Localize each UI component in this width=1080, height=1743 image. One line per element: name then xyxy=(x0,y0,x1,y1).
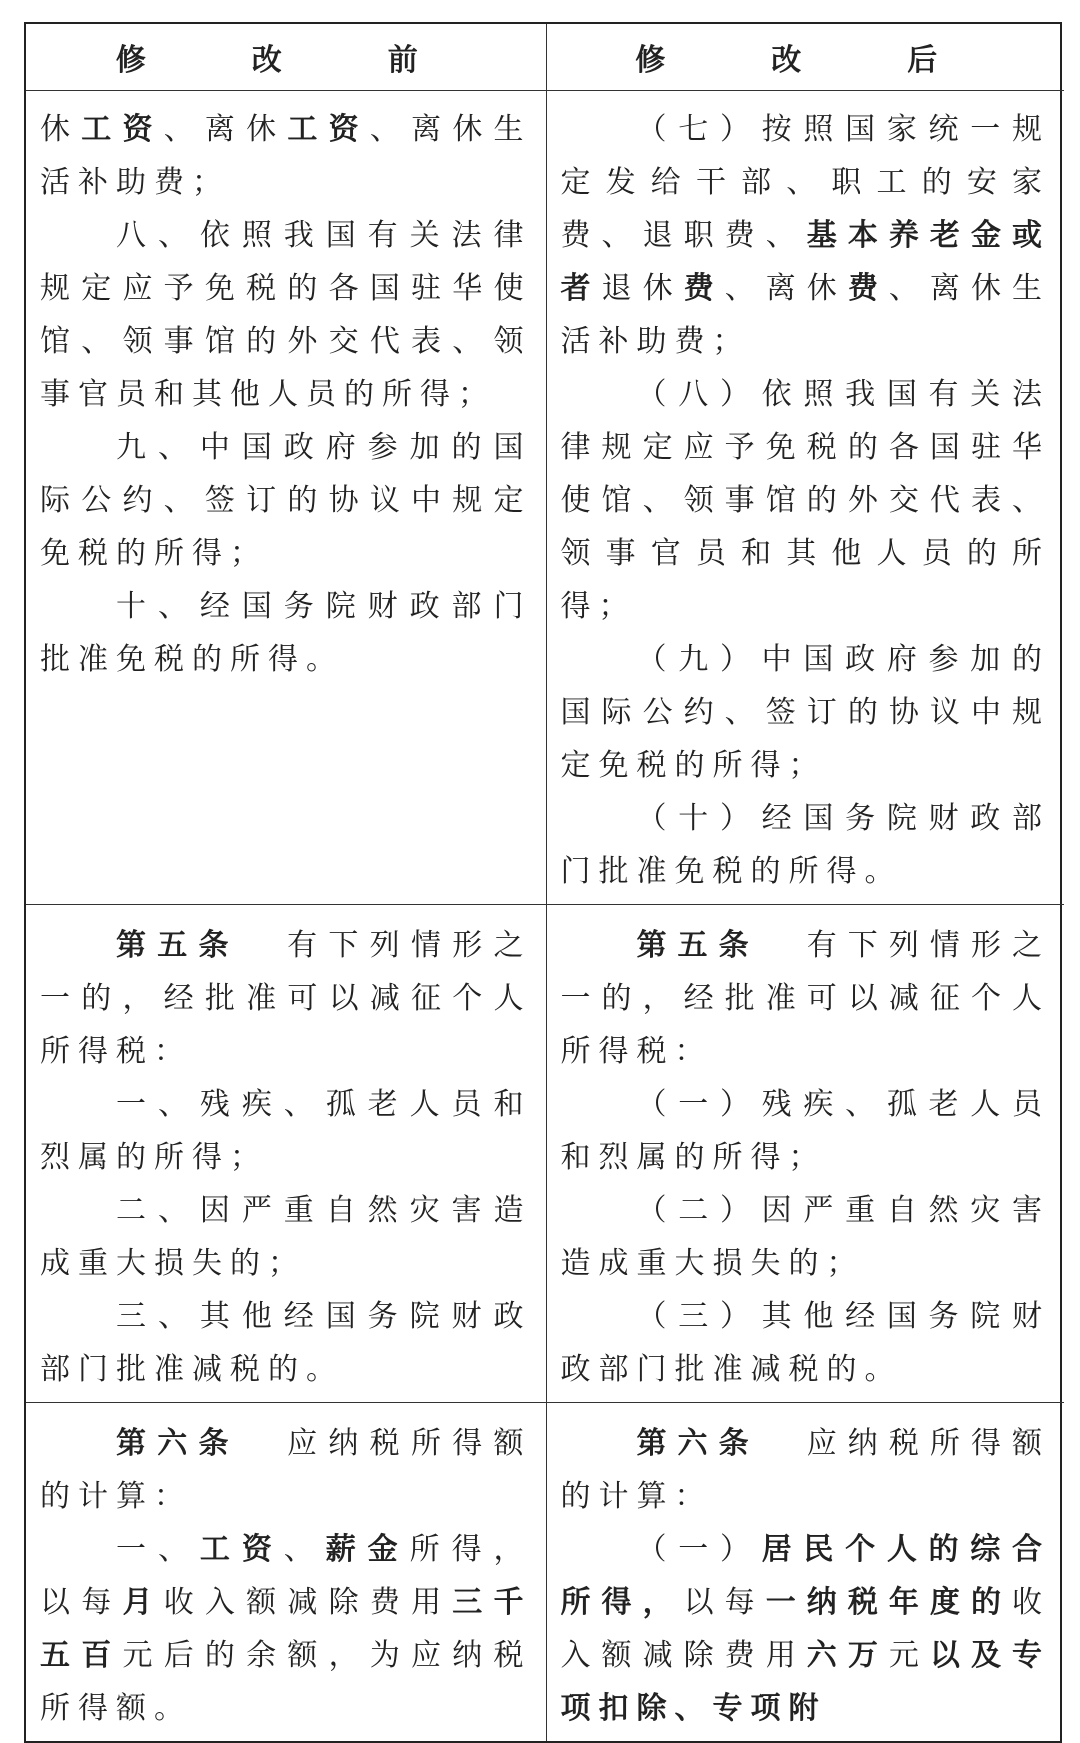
table-row xyxy=(26,1403,1064,1742)
article-title: 第六条 xyxy=(636,1426,760,1461)
table-header-row xyxy=(26,24,1064,91)
row1-after-p4: （十）经国务院财政部门批准免税的所得。 xyxy=(560,801,1050,889)
row1-before-cell xyxy=(26,91,546,905)
bold-text: 工资 xyxy=(81,112,164,147)
row1-before-p2: 八、依照我国有关法律规定应予免税的各国驻华使馆、领事馆的外交代表、领事官员和其他人员的所得； xyxy=(40,218,532,412)
row2-after-p2: （二）因严重自然灾害造成重大损失的； xyxy=(560,1193,1050,1281)
table-row xyxy=(26,905,1064,1403)
text: 有下列情形之一的，经批准可以减征个人所得税： xyxy=(40,928,532,1069)
row1-after-cell xyxy=(546,91,1064,905)
header-after: 修 改 后 xyxy=(546,24,1064,91)
bold-text: 一纳税年度的 xyxy=(765,1585,1013,1620)
row2-before-p3: 三、其他经国务院财政部门批准减税的。 xyxy=(40,1299,532,1387)
bold-text: 月 xyxy=(122,1585,164,1620)
row2-before-cell xyxy=(26,905,546,1403)
text: 收入额减除费用 xyxy=(163,1585,453,1620)
row1-before-p4: 十、经国务院财政部门批准免税的所得。 xyxy=(40,589,532,677)
bold-text: 工资 xyxy=(287,112,370,147)
row1-after-p3: （九）中国政府参加的国际公约、签订的协议中规定免税的所得； xyxy=(560,642,1050,783)
amendment-comparison-table xyxy=(24,22,1062,1743)
row1-before-p1 xyxy=(40,103,532,209)
row3-after-cell xyxy=(546,1403,1064,1742)
row2-after-p3: （三）其他经国务院财政部门批准减税的。 xyxy=(560,1299,1050,1387)
text: 、离休 xyxy=(163,112,288,147)
row1-after-p2: （八）依照我国有关法律规定应予免税的各国驻华使馆、领事馆的外交代表、领事官员和其他人员的所得； xyxy=(560,377,1050,624)
text: 收入额减除费用 xyxy=(560,1585,1051,1673)
comparison-table xyxy=(26,24,1064,1741)
header-before: 修 改 前 xyxy=(26,24,546,91)
bold-text: 费 xyxy=(847,271,889,306)
bold-text: 三千五百 xyxy=(40,1585,532,1673)
table-row xyxy=(26,91,1064,905)
text: 元后的余额，为应纳税所得额。 xyxy=(40,1638,532,1726)
text: （七）按照国家统一规定发给干部、职工的安家费、退职费、 xyxy=(560,112,1050,253)
bold-text: 薪金 xyxy=(325,1532,410,1567)
bold-text: 基本养老金或者 xyxy=(560,218,1051,306)
text: 休 xyxy=(40,112,82,147)
text: 退休 xyxy=(601,271,684,306)
row2-before-intro xyxy=(40,919,532,1078)
text: 应纳税所得额的计算： xyxy=(560,1426,1051,1514)
article-title: 第六条 xyxy=(116,1426,240,1461)
bold-text: 费 xyxy=(683,271,725,306)
text: 、离休生活补助费； xyxy=(560,271,1051,359)
text: 以每 xyxy=(683,1585,766,1620)
row1-before-p3: 九、中国政府参加的国际公约、签订的协议中规定免税的所得； xyxy=(40,430,532,571)
row1-after-p1 xyxy=(561,103,1051,368)
bold-text: 工资 xyxy=(199,1532,284,1567)
text: 元 xyxy=(888,1638,930,1673)
text: 有下列情形之一的，经批准可以减征个人所得税： xyxy=(560,928,1051,1069)
row3-before-p1 xyxy=(40,1523,532,1735)
row2-before-p2: 二、因严重自然灾害造成重大损失的； xyxy=(40,1193,532,1281)
text: 应纳税所得额的计算： xyxy=(40,1426,532,1514)
text: 所得，以每 xyxy=(40,1532,532,1620)
text: 、 xyxy=(283,1532,326,1567)
row2-after-p1: （一）残疾、孤老人员和烈属的所得； xyxy=(560,1087,1050,1175)
bold-text: 六万 xyxy=(806,1638,889,1673)
text: 、离休 xyxy=(724,271,848,306)
row3-before-cell xyxy=(26,1403,546,1742)
row2-before-p1: 一、残疾、孤老人员和烈属的所得； xyxy=(40,1087,532,1175)
article-title: 第五条 xyxy=(116,928,240,963)
text: 一、 xyxy=(116,1532,200,1567)
row3-after-intro xyxy=(561,1417,1051,1523)
row3-after-p1 xyxy=(561,1523,1051,1735)
bold-text: 以及专项扣除、专项附 xyxy=(560,1638,1051,1726)
row2-after-cell xyxy=(546,905,1064,1403)
bold-text: 居民个人的综合所得， xyxy=(560,1532,1051,1620)
row3-before-intro xyxy=(40,1417,532,1523)
text: （一） xyxy=(636,1532,762,1567)
text: 、离休生活补助费； xyxy=(40,112,532,200)
article-title: 第五条 xyxy=(636,928,760,963)
row2-after-intro xyxy=(561,919,1051,1078)
